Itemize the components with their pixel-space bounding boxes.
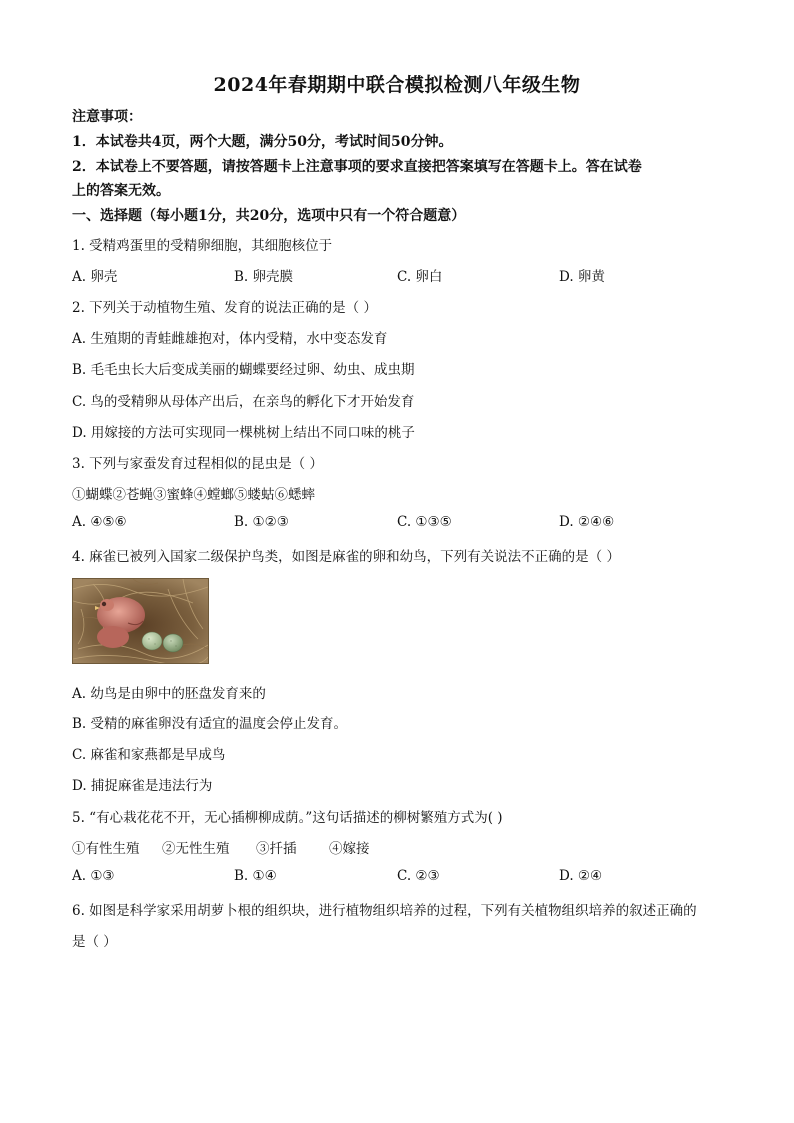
method-4: ④嫁接 — [329, 841, 370, 857]
question-6-stem-line-2: 是（ ） — [72, 934, 117, 950]
option-a: A. 卵壳 — [72, 269, 118, 285]
question-4-option-a: A. 幼鸟是由卵中的胚盘发育来的 — [72, 686, 266, 702]
question-6-stem-line-1: 6. 如图是科学家采用胡萝卜根的组织块，进行植物组织培养的过程，下列有关植物组织培养的叙述正确的 — [72, 903, 697, 919]
question-4-option-b: B. 受精的麻雀卵没有适宜的温度会停止发育。 — [72, 716, 348, 732]
question-4-stem: 4. 麻雀已被列入国家二级保护鸟类，如图是麻雀的卵和幼鸟，下列有关说法不正确的是（ ） — [72, 549, 620, 565]
option-b: B. ①④ — [234, 868, 277, 884]
option-a: A. ①③ — [72, 868, 115, 884]
question-4-option-d: D. 捕捉麻雀是违法行为 — [72, 778, 213, 794]
question-2-option-c: C. 鸟的受精卵从母体产出后，在亲鸟的孵化下才开始发育 — [72, 394, 415, 410]
question-2-option-d: D. 用嫁接的方法可实现同一棵桃树上结出不同口味的桃子 — [72, 425, 415, 441]
method-2: ②无性生殖 — [162, 841, 230, 857]
question-2-stem: 2. 下列关于动植物生殖、发育的说法正确的是（ ） — [72, 300, 377, 316]
method-1: ①有性生殖 — [72, 841, 140, 857]
question-2-option-a: A. 生殖期的青蛙雌雄抱对，体内受精，水中变态发育 — [72, 331, 388, 347]
question-5-stem: 5. “有心栽花花不开，无心插柳柳成荫。”这句话描述的柳树繁殖方式为( ) — [72, 810, 503, 826]
section-heading-choice: 一、选择题（每小题1分，共20分，选项中只有一个符合题意） — [72, 208, 466, 224]
question-1-stem: 1. 受精鸡蛋里的受精卵细胞，其细胞核位于 — [72, 238, 333, 254]
question-5-options — [72, 868, 732, 888]
option-d: D. 卵黄 — [559, 269, 605, 285]
option-c: C. ①③⑤ — [397, 514, 452, 530]
option-d: D. ②④⑥ — [559, 514, 615, 530]
question-1-options — [72, 265, 732, 285]
method-3: ③扦插 — [256, 841, 297, 857]
exam-title: 2024年春期期中联合模拟检测八年级生物 — [213, 74, 581, 96]
question-2-option-b: B. 毛毛虫长大后变成美丽的蝴蝶要经过卵、幼虫、成虫期 — [72, 362, 415, 378]
notice-item-2-line-1: 2．本试卷上不要答题，请按答题卡上注意事项的要求直接把答案填写在答题卡上。答在试卷 — [72, 159, 642, 175]
option-c: C. 卵白 — [397, 269, 443, 285]
option-d: D. ②④ — [559, 868, 603, 884]
question-3-stem: 3. 下列与家蚕发育过程相似的昆虫是（ ） — [72, 456, 323, 472]
notice-item-2-line-2: 上的答案无效。 — [72, 183, 170, 199]
question-3-options — [72, 514, 732, 534]
notice-item-1: 1．本试卷共4页，两个大题，满分50分，考试时间50分钟。 — [72, 134, 453, 150]
option-b: B. 卵壳膜 — [234, 269, 294, 285]
question-4-option-c: C. 麻雀和家燕都是早成鸟 — [72, 747, 226, 763]
option-c: C. ②③ — [397, 868, 440, 884]
option-a: A. ④⑤⑥ — [72, 514, 127, 530]
question-3-insect-list: ①蝴蝶②苍蝇③蜜蜂④螳螂⑤蝼蛄⑥蟋蟀 — [72, 487, 315, 503]
bird-nest-photo — [72, 578, 209, 664]
option-b: B. ①②③ — [234, 514, 289, 530]
notice-heading: 注意事项： — [72, 109, 142, 125]
question-5-method-list — [72, 837, 732, 857]
